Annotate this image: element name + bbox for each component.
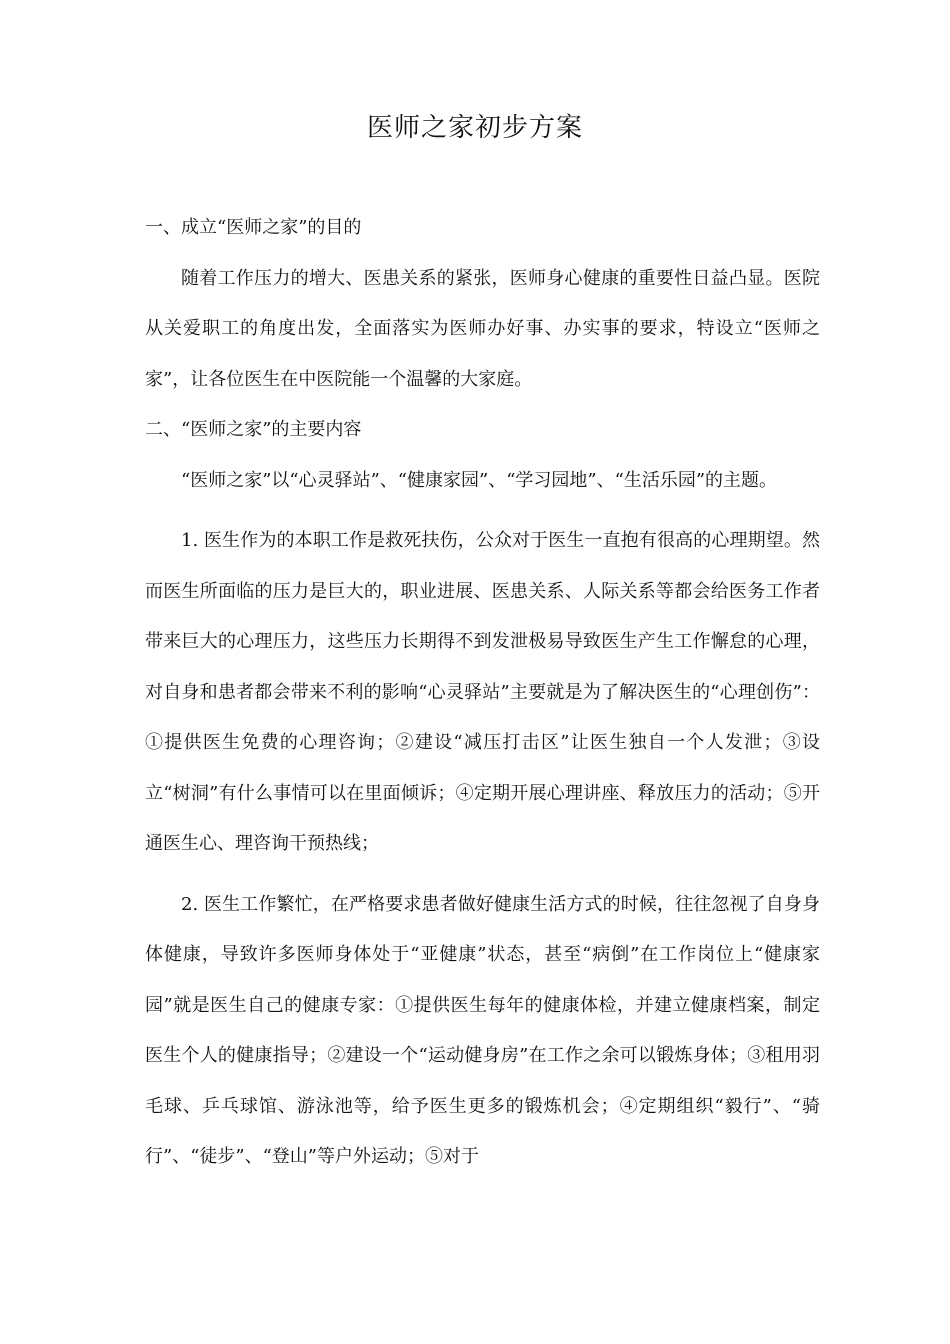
section2-intro-paragraph: “医师之家”以“心灵驿站”、“健康家园”、“学习园地”、“生活乐园”的主题。 <box>181 469 778 491</box>
document-body <box>145 203 820 1183</box>
section1-heading: 一、成立“医师之家”的目的 <box>145 217 362 238</box>
section1-paragraph: 随着工作压力的增大、医患关系的紧张，医师身心健康的重要性日益凸显。医院从关爱职工的角度出发，全面落实为医师办好事、办实事的要求，特设立“医师之家”，让各位医生在中医院能一个温馨的大家庭。 <box>145 267 820 390</box>
section2-heading: 二、“医师之家”的主要内容 <box>145 419 362 440</box>
item2-paragraph: 2. 医生工作繁忙，在严格要求患者做好健康生活方式的时候，往往忽视了自身身体健康，导致许多医师身体处于“亚健康”状态，甚至“病倒”在工作岗位上“健康家园”就是医生自己的健康专家：①提供医生每年的健康体检，并建立健康档案，制定医生个人的健康指导；②建设一个“运动健身房”在工作之余可以锻炼身体；③租用羽毛球、乒乓球馆、游泳池等，给予医生更多的锻炼机会；④定期组织“毅行”、“骑行”、“徒步”、“登山”等户外运动；⑤对于 <box>145 893 820 1167</box>
item1-paragraph: 1. 医生作为的本职工作是救死扶伤，公众对于医生一直抱有很高的心理期望。然而医生所面临的压力是巨大的，职业进展、医患关系、人际关系等都会给医务工作者带来巨大的心理压力，这些压力长期得不到发泄极易导致医生产生工作懈怠的心理，对自身和患者都会带来不利的影响“心灵驿站”主要就是为了解决医生的“心理创伤”：①提供医生免费的心理咨询；②建设“减压打击区”让医生独自一个人发泄；③设立“树洞”有什么事情可以在里面倾诉；④定期开展心理讲座、释放压力的活动；⑤开通医生心、理咨询干预热线； <box>145 530 820 854</box>
document-title: 医师之家初步方案 <box>366 113 583 143</box>
